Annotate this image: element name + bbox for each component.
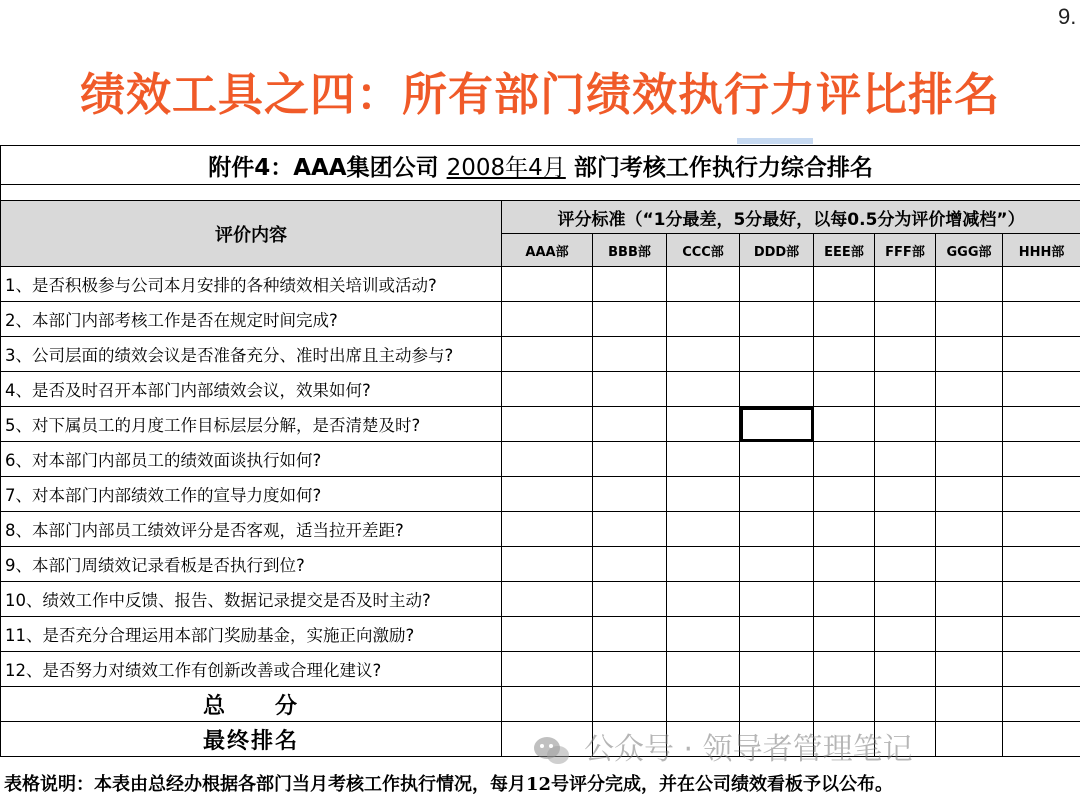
table-row [1, 512, 1080, 547]
score-cell[interactable] [936, 652, 1003, 687]
question-cell: 7、对本部门内部绩效工作的宣导力度如何? [1, 477, 502, 512]
score-cell[interactable] [502, 687, 593, 722]
dept-header: AAA部 [502, 234, 593, 267]
score-cell[interactable] [593, 547, 667, 582]
score-cell[interactable] [936, 582, 1003, 617]
score-cell[interactable] [593, 617, 667, 652]
score-cell[interactable] [875, 582, 936, 617]
score-cell[interactable] [936, 512, 1003, 547]
score-cell[interactable] [814, 477, 875, 512]
question-cell: 2、本部门内部考核工作是否在规定时间完成? [1, 302, 502, 337]
table-note: 表格说明：本表由总经办根据各部门当月考核工作执行情况，每月12号评分完成，并在公司绩效看板予以公布。 [4, 774, 894, 795]
score-cell[interactable] [593, 582, 667, 617]
dept-header: EEE部 [814, 234, 875, 267]
question-cell: 6、对本部门内部员工的绩效面谈执行如何? [1, 442, 502, 477]
question-cell: 11、是否充分合理运用本部门奖励基金，实施正向激励? [1, 617, 502, 652]
score-cell[interactable] [740, 442, 814, 477]
caption-prefix: 附件4：AAA集团公司 [208, 154, 439, 181]
caption-period: 2008年4月 [446, 154, 566, 181]
score-cell[interactable] [1003, 267, 1080, 302]
score-cell[interactable] [1003, 582, 1080, 617]
evaluation-table [0, 145, 1080, 757]
score-cell[interactable] [502, 372, 593, 407]
score-cell[interactable] [936, 337, 1003, 372]
watermark [532, 724, 913, 768]
rank-row-label: 最终排名 [1, 722, 502, 757]
score-cell[interactable] [502, 337, 593, 372]
question-cell: 1、是否积极参与公司本月安排的各种绩效相关培训或活动? [1, 267, 502, 302]
score-cell[interactable] [1003, 302, 1080, 337]
score-cell[interactable] [502, 477, 593, 512]
score-cell[interactable] [502, 512, 593, 547]
score-cell[interactable] [740, 337, 814, 372]
score-cell[interactable] [875, 652, 936, 687]
score-cell[interactable] [740, 267, 814, 302]
dept-header: CCC部 [667, 234, 740, 267]
score-cell[interactable] [593, 652, 667, 687]
table-row [1, 652, 1080, 687]
score-cell[interactable] [502, 652, 593, 687]
total-row [1, 687, 1080, 722]
slide-title: 绩效工具之四：所有部门绩效执行力评比排名 [79, 68, 1000, 121]
table-row [1, 582, 1080, 617]
selected-column-indicator [737, 138, 813, 144]
score-cell[interactable] [1003, 687, 1080, 722]
table-row [1, 372, 1080, 407]
score-cell[interactable] [740, 512, 814, 547]
score-cell[interactable] [814, 407, 875, 442]
table-row [1, 617, 1080, 652]
score-cell[interactable] [1003, 477, 1080, 512]
score-cell[interactable] [814, 687, 875, 722]
score-cell[interactable] [593, 407, 667, 442]
score-cell[interactable] [936, 687, 1003, 722]
score-cell[interactable] [1003, 512, 1080, 547]
score-cell[interactable] [936, 302, 1003, 337]
caption-suffix: 部门考核工作执行力综合排名 [573, 154, 873, 181]
score-cell[interactable] [740, 477, 814, 512]
score-cell[interactable] [1003, 337, 1080, 372]
table-row [1, 267, 1080, 302]
table-caption [1, 146, 1080, 185]
score-cell[interactable] [875, 337, 936, 372]
score-cell[interactable] [502, 267, 593, 302]
wechat-icon [532, 735, 570, 767]
table-row [1, 547, 1080, 582]
score-cell[interactable] [593, 267, 667, 302]
score-cell[interactable] [667, 617, 740, 652]
score-cell[interactable] [740, 407, 814, 442]
score-cell[interactable] [875, 372, 936, 407]
table-row [1, 407, 1080, 442]
score-cell[interactable] [740, 652, 814, 687]
score-cell[interactable] [936, 407, 1003, 442]
watermark-text: 公众号 · 领导者管理笔记 [584, 732, 913, 767]
score-cell[interactable] [875, 407, 936, 442]
score-cell[interactable] [1003, 722, 1080, 757]
score-cell[interactable] [502, 617, 593, 652]
table-row [1, 302, 1080, 337]
score-cell[interactable] [667, 302, 740, 337]
score-cell[interactable] [875, 512, 936, 547]
table-row [1, 442, 1080, 477]
score-cell[interactable] [667, 407, 740, 442]
score-cell[interactable] [814, 547, 875, 582]
score-cell[interactable] [740, 687, 814, 722]
score-cell[interactable] [667, 547, 740, 582]
score-cell[interactable] [593, 687, 667, 722]
score-cell[interactable] [875, 687, 936, 722]
score-cell[interactable] [593, 477, 667, 512]
score-cell[interactable] [740, 582, 814, 617]
score-cell[interactable] [740, 547, 814, 582]
score-cell[interactable] [875, 477, 936, 512]
score-cell[interactable] [593, 372, 667, 407]
dept-header: FFF部 [875, 234, 936, 267]
score-cell[interactable] [814, 267, 875, 302]
score-cell[interactable] [740, 302, 814, 337]
score-cell[interactable] [667, 477, 740, 512]
score-cell[interactable] [1003, 617, 1080, 652]
table-row [1, 337, 1080, 372]
score-cell[interactable] [936, 442, 1003, 477]
score-cell[interactable] [875, 442, 936, 477]
page-number: 9. [1058, 4, 1077, 29]
score-cell[interactable] [936, 617, 1003, 652]
score-cell[interactable] [667, 337, 740, 372]
score-cell[interactable] [593, 512, 667, 547]
score-cell[interactable] [667, 582, 740, 617]
score-cell[interactable] [667, 512, 740, 547]
score-cell[interactable] [1003, 652, 1080, 687]
score-cell[interactable] [814, 652, 875, 687]
score-cell[interactable] [667, 687, 740, 722]
score-cell[interactable] [667, 652, 740, 687]
score-cell[interactable] [814, 617, 875, 652]
question-cell: 4、是否及时召开本部门内部绩效会议，效果如何? [1, 372, 502, 407]
score-cell[interactable] [502, 302, 593, 337]
score-cell[interactable] [740, 617, 814, 652]
score-cell[interactable] [814, 337, 875, 372]
question-cell: 12、是否努力对绩效工作有创新改善或合理化建议? [1, 652, 502, 687]
question-cell: 3、公司层面的绩效会议是否准备充分、准时出席且主动参与? [1, 337, 502, 372]
dept-header: HHH部 [1003, 234, 1080, 267]
score-cell[interactable] [936, 722, 1003, 757]
score-cell[interactable] [502, 547, 593, 582]
score-cell[interactable] [593, 337, 667, 372]
score-cell[interactable] [502, 442, 593, 477]
score-cell[interactable] [936, 267, 1003, 302]
dept-header: BBB部 [593, 234, 667, 267]
score-cell[interactable] [814, 302, 875, 337]
score-cell[interactable] [593, 302, 667, 337]
spacer-row [1, 185, 1080, 201]
score-cell[interactable] [814, 582, 875, 617]
score-cell[interactable] [875, 302, 936, 337]
header-content: 评价内容 [1, 201, 502, 267]
dept-header: GGG部 [936, 234, 1003, 267]
score-cell[interactable] [814, 372, 875, 407]
score-cell[interactable] [875, 547, 936, 582]
score-cell[interactable] [814, 512, 875, 547]
question-cell: 5、对下属员工的月度工作目标层层分解，是否清楚及时? [1, 407, 502, 442]
score-cell[interactable] [1003, 442, 1080, 477]
score-cell[interactable] [740, 372, 814, 407]
score-cell[interactable] [667, 372, 740, 407]
score-cell[interactable] [502, 407, 593, 442]
score-cell[interactable] [667, 267, 740, 302]
score-cell[interactable] [593, 442, 667, 477]
table-row [1, 477, 1080, 512]
question-cell: 10、绩效工作中反馈、报告、数据记录提交是否及时主动? [1, 582, 502, 617]
score-cell[interactable] [1003, 407, 1080, 442]
score-cell[interactable] [667, 442, 740, 477]
question-cell: 8、本部门内部员工绩效评分是否客观，适当拉开差距? [1, 512, 502, 547]
score-cell[interactable] [1003, 372, 1080, 407]
score-cell[interactable] [875, 617, 936, 652]
score-cell[interactable] [875, 267, 936, 302]
score-cell[interactable] [502, 582, 593, 617]
score-cell[interactable] [814, 442, 875, 477]
header-standard: 评分标准（“1分最差，5分最好，以每0.5分为评价增减档”） [502, 201, 1080, 234]
total-row-label: 总 分 [1, 687, 502, 722]
dept-header: DDD部 [740, 234, 814, 267]
score-cell[interactable] [936, 477, 1003, 512]
score-cell[interactable] [936, 372, 1003, 407]
question-cell: 9、本部门周绩效记录看板是否执行到位? [1, 547, 502, 582]
score-cell[interactable] [1003, 547, 1080, 582]
score-cell[interactable] [936, 547, 1003, 582]
